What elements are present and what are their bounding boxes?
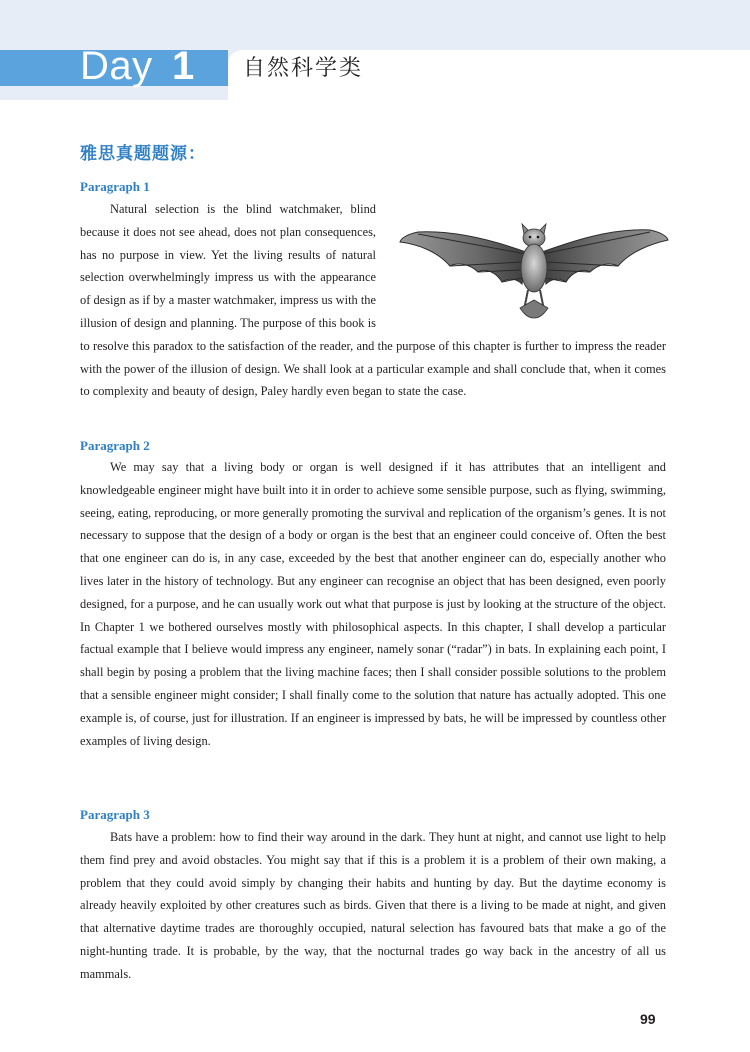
source-heading: 雅思真题题源：: [80, 144, 206, 164]
bat-illustration: [398, 222, 670, 322]
paragraph-1-label: Paragraph 1: [80, 179, 150, 194]
section-title: 自然科学类: [243, 56, 364, 81]
paragraph-3-text: Bats have a problem: how to find their way around in the dark. They hunt at night, and cannot use light to help them find prey and avoid obstacles. You might say that if this is a problem it is a problem of their own making, a problem that they could avoid simply by changing their habits and hunting by day. But the daytime economy is already heavily exploited by other creatures such as birds. Given that there is a living to be made at night, and given that alternative daytime trades are thoroughly occupied, natural selection has favoured bats that make a go of the night-hunting trade. It is probable, by the way, that the nocturnal trades go way back in the ancestry of all us mammals.: [80, 830, 666, 981]
day-number: 1: [172, 44, 195, 88]
paragraph-3-label: Paragraph 3: [80, 807, 150, 822]
paragraph-1-body: Natural selection is the blind watchmaker, blind because it does not see ahead, does not plan consequences, has no purpose in view. Yet the living results of natural selection overwhelmingly impress us with the appearance of design as if by a master watchmaker, impress us with the illusion of design and planning. The purpose of this book is to resolve this paradox to the satisfaction of the reader, and the purpose of this chapter is further to impress the reader with the power of the illusion of design. We shall look at a particular example and shall conclude that, when it comes to complexity and beauty of design, Paley hardly even began to state the case.: [80, 202, 666, 399]
day-label: Day: [80, 44, 153, 88]
page-number: 99: [640, 1011, 656, 1027]
paragraph-2-text: We may say that a living body or organ is well designed if it has attributes that an intelligent and knowledgeable engineer might have built into it in order to achieve some sensible purpose, such as flying, swimming, seeing, eating, reproducing, or more generally promoting the survival and replication of the organism’s genes. It is not necessary to suppose that the design of a body or organ is the best that an engineer could conceive of. Often the best that one engineer can do is, in any case, exceeded by the best that another engineer can do, especially another who lives later in the history of technology. But any engineer can recognise an object that has been designed, even poorly designed, for a purpose, and he can usually work out what that purpose is just by looking at the structure of the object. In Chapter 1 we bothered ourselves mostly with philosophical aspects. In this chapter, I shall develop a particular factual example that I believe would impress any engineer, namely sonar (“radar”) in bats. In explaining each point, I shall begin by posing a problem that the living machine faces; then I shall consider possible solutions to the problem that a sensible engineer might consider; I shall finally come to the solution that nature has actually adopted. This one example is, of course, just for illustration. If an engineer is impressed by bats, he will be impressed by countless other examples of living design.: [80, 460, 667, 748]
paragraph-2-label: Paragraph 2: [80, 438, 150, 453]
bat-icon: [398, 222, 670, 322]
